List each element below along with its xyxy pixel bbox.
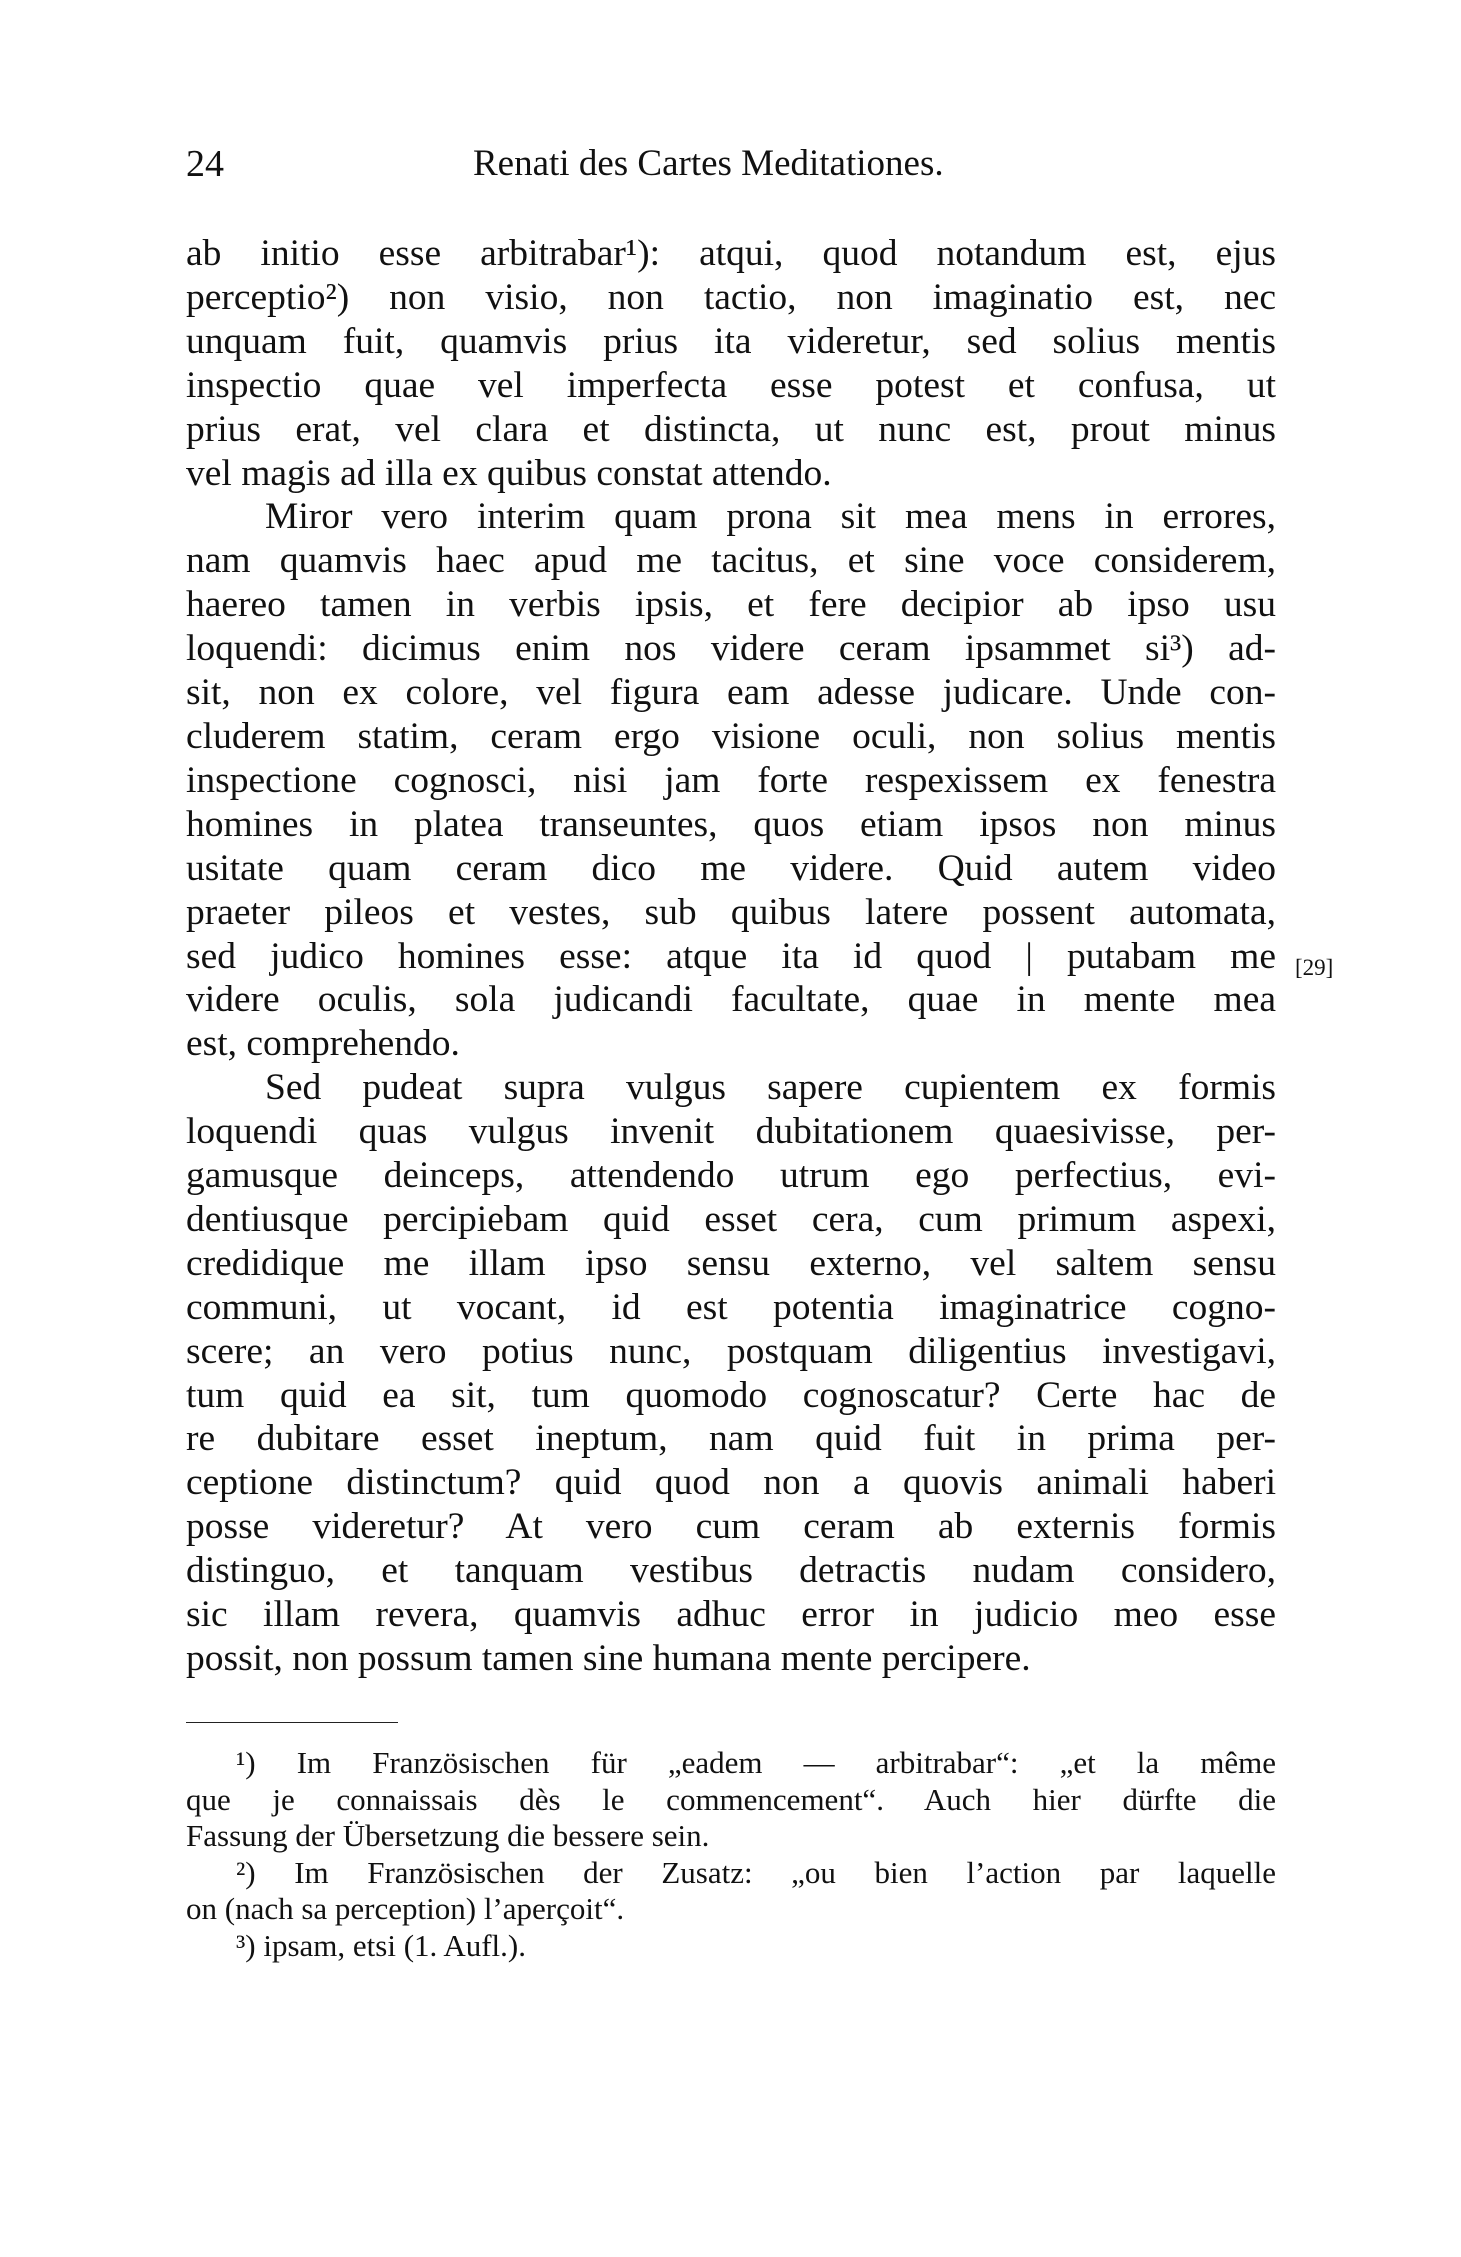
text-line: inspectione cognosci, nisi jam forte respexissem ex fenestra <box>186 759 1276 801</box>
page-header <box>186 142 1276 190</box>
text-line: perceptio²) non visio, non tactio, non imaginatio est, nec <box>186 276 1276 318</box>
text-line: sit, non ex colore, vel figura eam adesse judicare. Unde con- <box>186 672 1276 714</box>
text-line: est, comprehendo. <box>186 1023 460 1065</box>
text-line: tum quid ea sit, tum quomodo cognoscatur? Certe hac de <box>186 1374 1276 1416</box>
main-text <box>186 232 1276 1681</box>
text-line: nam quamvis haec apud me tacitus, et sine voce considerem, <box>186 540 1276 582</box>
text-line: vel magis ad illa ex quibus constat attendo. <box>186 452 832 494</box>
footnote-line: on (nach sa perception) l’aperçoit“. <box>186 1891 625 1926</box>
text-line: unquam fuit, quamvis prius ita videretur, sed solius mentis <box>186 320 1276 362</box>
text-line: loquendi: dicimus enim nos videre ceram ipsammet si³) ad- <box>186 628 1276 670</box>
text-line: credidique me illam ipso sensu externo, vel saltem sensu <box>186 1242 1276 1284</box>
text-line: usitate quam ceram dico me videre. Quid autem video <box>186 847 1276 889</box>
margin-page-reference: [29] <box>1295 955 1334 980</box>
text-line: prius erat, vel clara et distincta, ut nunc est, prout minus <box>186 408 1276 450</box>
text-line: distinguo, et tanquam vestibus detractis nudam considero, <box>186 1550 1276 1592</box>
footnote-2 <box>186 1855 1276 1928</box>
text-line: videre oculis, sola judicandi facultate, quae in mente mea <box>186 979 1276 1021</box>
text-line: communi, ut vocant, id est potentia imaginatrice cogno- <box>186 1286 1276 1328</box>
text-line: homines in platea transeuntes, quos etiam ipsos non minus <box>186 803 1276 845</box>
text-line: posse videretur? At vero cum ceram ab externis formis <box>186 1506 1276 1548</box>
text-line: haereo tamen in verbis ipsis, et fere decipior ab ipso usu <box>186 584 1276 626</box>
page-number: 24 <box>186 143 224 185</box>
footnote-line: que je connaissais dès le commencement“. Auch hier dürfte die <box>186 1781 1276 1817</box>
text-line: gamusque deinceps, attendendo utrum ego perfectius, evi- <box>186 1155 1276 1197</box>
footnote-line: ²) Im Französischen der Zusatz: „ou bien l’action par laquelle <box>236 1854 1276 1890</box>
footnote-1 <box>186 1745 1276 1855</box>
footnotes <box>186 1745 1276 1964</box>
footnote-line: ¹) Im Französischen für „eadem — arbitrabar“: „et la même <box>236 1745 1276 1780</box>
text-line: sic illam revera, quamvis adhuc error in judicio meo esse <box>186 1594 1276 1636</box>
text-line: Miror vero interim quam prona sit mea mens in errores, <box>265 496 1276 538</box>
text-line: Sed pudeat supra vulgus sapere cupientem ex formis <box>265 1067 1276 1109</box>
text-line: dentiusque percipiebam quid esset cera, cum primum aspexi, <box>186 1198 1276 1240</box>
footnote-line: Fassung der Übersetzung die bessere sein. <box>186 1818 710 1853</box>
paragraph-2 <box>186 495 1276 1066</box>
text-line: inspectio quae vel imperfecta esse potest et confusa, ut <box>186 364 1276 406</box>
text-line: scere; an vero potius nunc, postquam diligentius investigavi, <box>186 1330 1276 1372</box>
text-line: re dubitare esset ineptum, nam quid fuit in prima per- <box>186 1418 1276 1460</box>
paragraph-3 <box>186 1066 1276 1681</box>
text-line: loquendi quas vulgus invenit dubitationem quaesivisse, per- <box>186 1111 1276 1153</box>
text-line: ab initio esse arbitrabar¹): atqui, quod notandum est, ejus <box>186 233 1276 274</box>
running-title: Renati des Cartes Meditationes. <box>473 143 944 184</box>
text-line: possit, non possum tamen sine humana mente percipere. <box>186 1638 1031 1679</box>
text-line: sed judico homines esse: atque ita id quod | putabam me <box>186 935 1276 977</box>
footnote-divider <box>186 1722 398 1723</box>
footnote-line: ³) ipsam, etsi (1. Aufl.). <box>236 1927 526 1963</box>
footnote-3 <box>186 1928 1276 1965</box>
text-line: ceptione distinctum? quid quod non a quovis animali haberi <box>186 1462 1276 1504</box>
text-line: cluderem statim, ceram ergo visione oculi, non solius mentis <box>186 715 1276 757</box>
paragraph-1 <box>186 232 1276 495</box>
text-line: praeter pileos et vestes, sub quibus latere possent automata, <box>186 891 1276 933</box>
